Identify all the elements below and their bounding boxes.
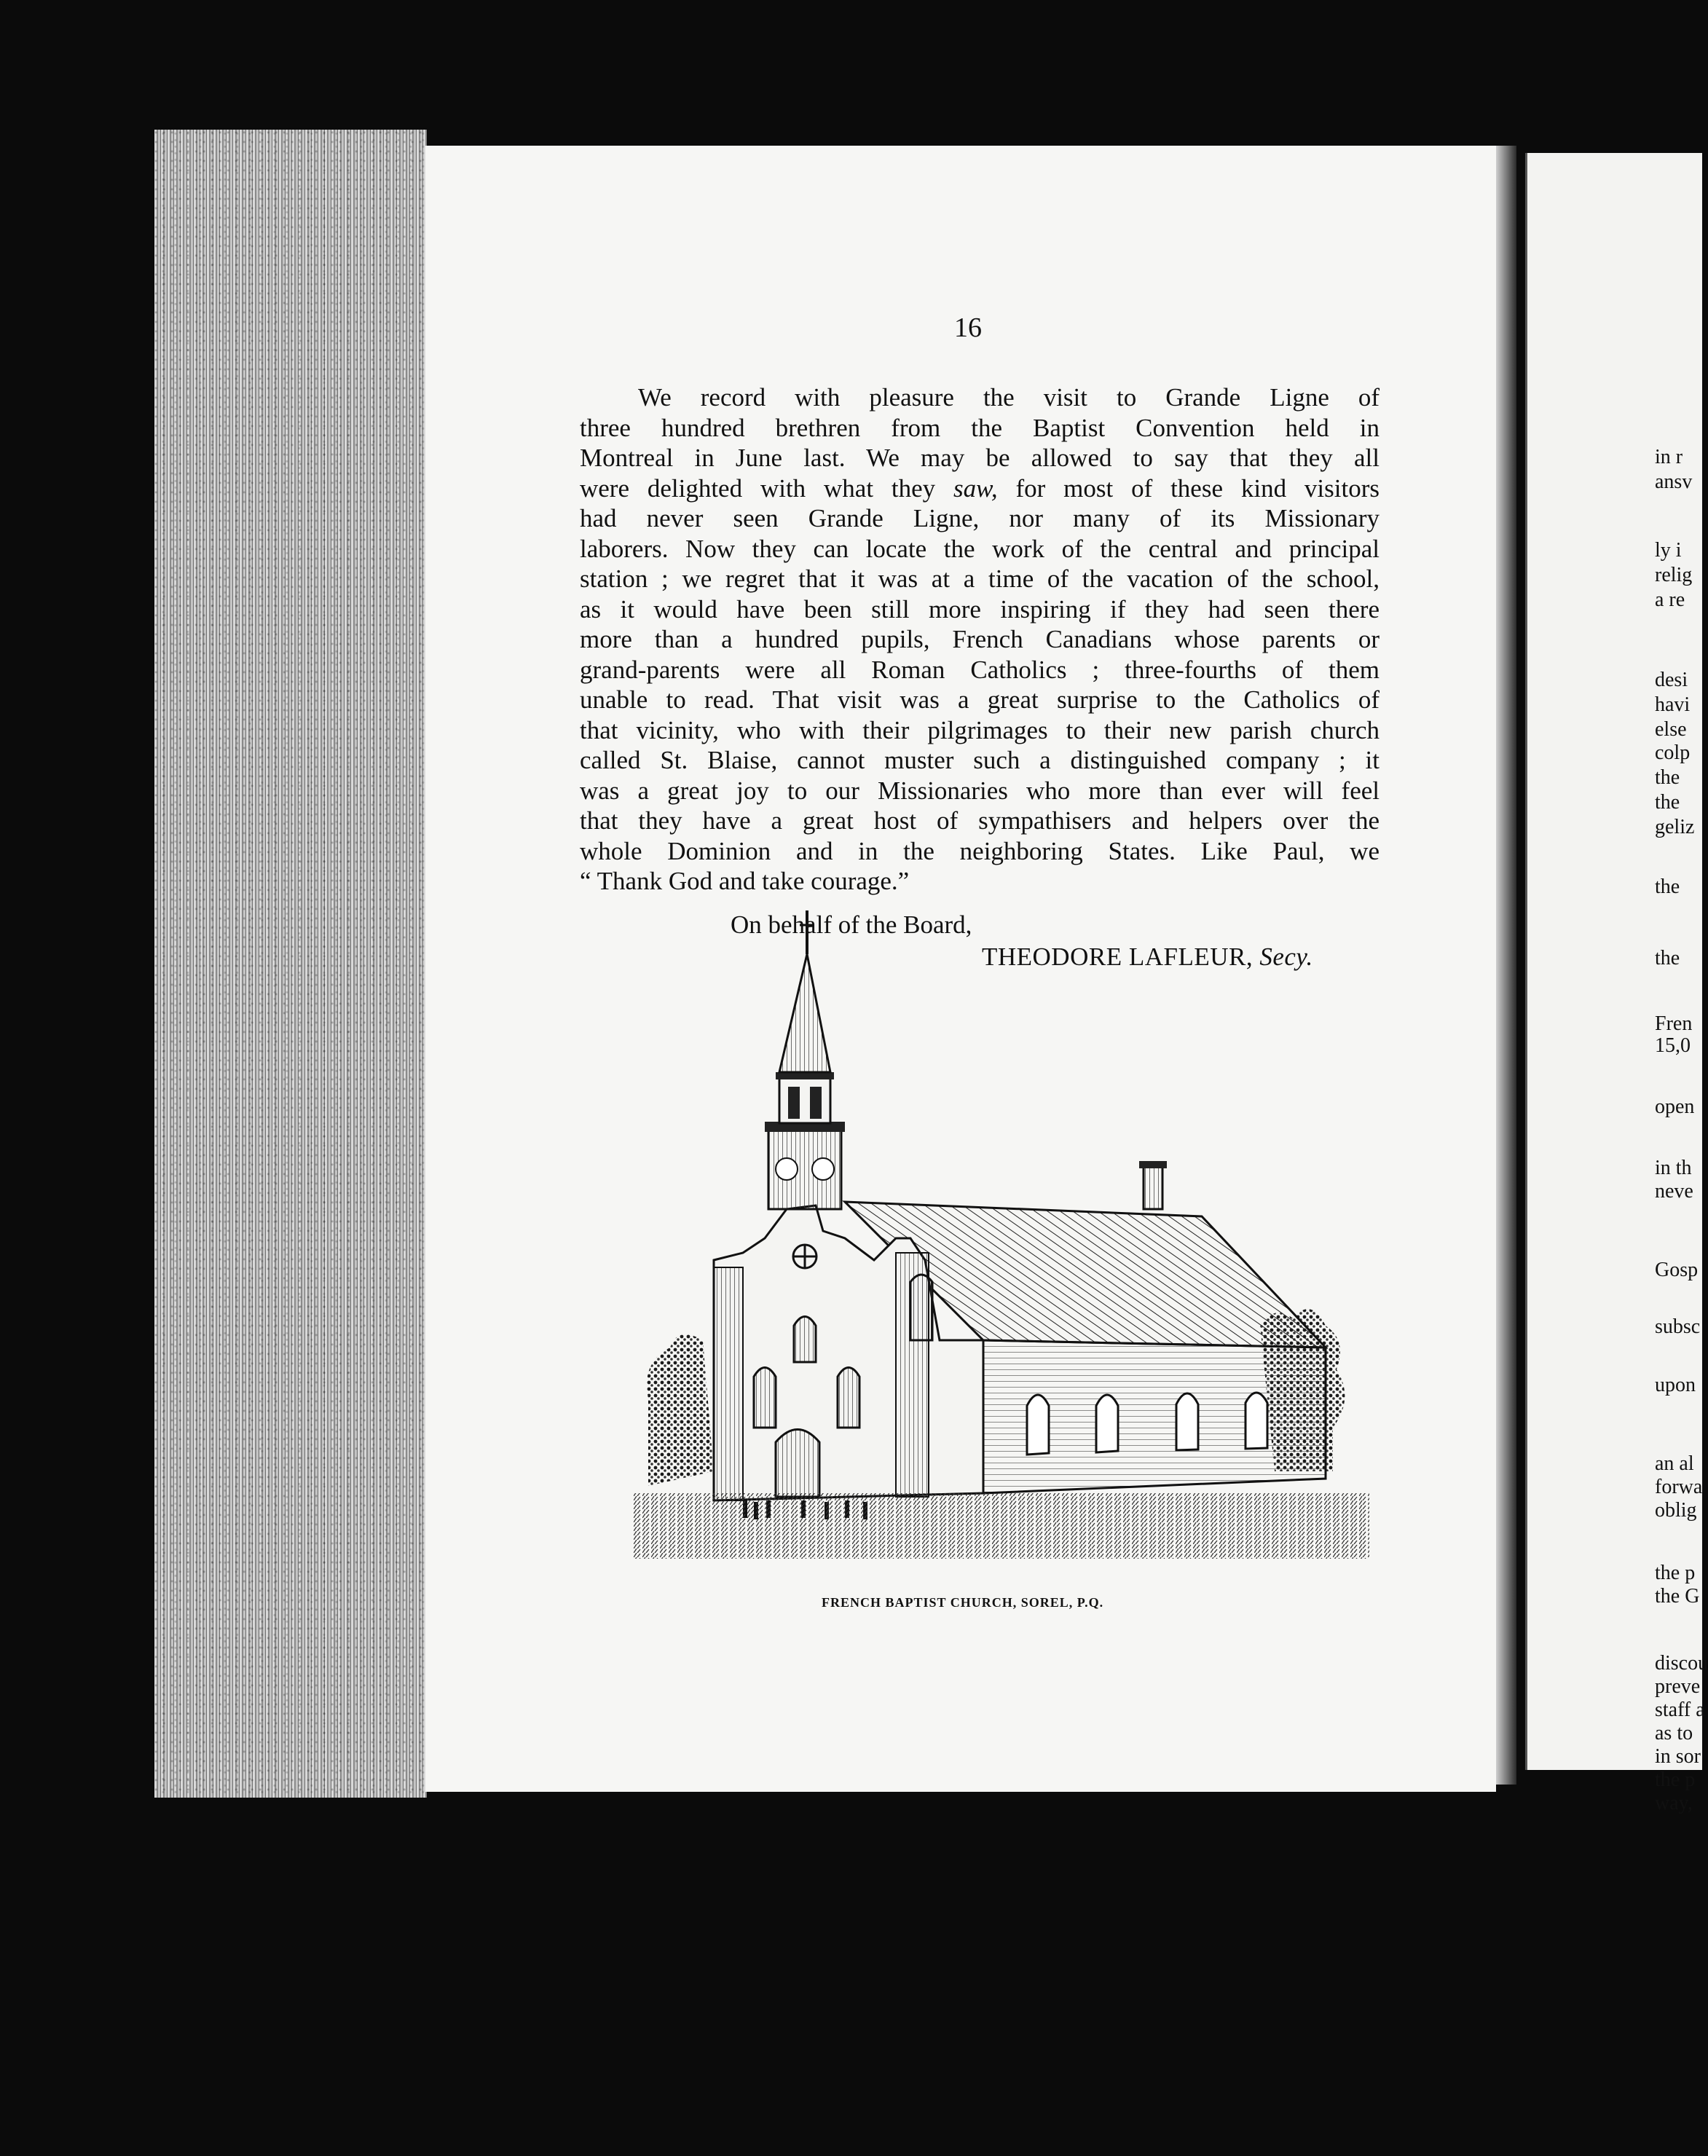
right-page-text-fragment: geliz (1655, 816, 1695, 838)
church-illustration (634, 1020, 1369, 1559)
right-page-text-fragment: neve (1655, 1180, 1693, 1203)
right-page-text-fragment: discou (1655, 1652, 1708, 1675)
right-page-text-fragment: Fren (1655, 1012, 1693, 1035)
signature (982, 943, 1313, 972)
right-page-text-fragment: forwa (1655, 1476, 1703, 1498)
right-page-text-fragment: open (1655, 1095, 1695, 1118)
right-page-text-fragment: ansv (1655, 471, 1693, 493)
text-segment: for most of these kind visitors (997, 473, 1380, 503)
right-page-text-fragment: subsc (1655, 1315, 1701, 1338)
right-page-text-fragment: an al (1655, 1452, 1694, 1475)
text-line: We record with pleasure the visit to Grande Ligne of (638, 383, 1380, 412)
right-page-text-fragment: Gosp (1655, 1259, 1699, 1281)
text-line: three hundred brethren from the Baptist Convention held in (580, 413, 1380, 442)
text-line: station ; we regret that it was at a time of the vacation of the school, (580, 564, 1380, 593)
text-line: laborers. Now they can locate the work of the central and principal (580, 534, 1380, 563)
right-page-text-fragment: desi (1655, 669, 1688, 691)
right-page-text-fragment: the p (1655, 1769, 1696, 1791)
right-page-text-fragment: ly i (1655, 539, 1682, 562)
right-page-text-fragment: in sor (1655, 1745, 1701, 1768)
right-page-text-fragment: preve (1655, 1675, 1701, 1698)
right-page-text-fragment: relig (1655, 564, 1693, 586)
right-page-text-fragment: in r (1655, 446, 1683, 468)
right-page-text-fragment: staff a (1655, 1699, 1705, 1721)
text-line: called St. Blaise, cannot muster such a distinguished company ; it (580, 746, 1380, 774)
right-page-text-fragment: the (1655, 766, 1680, 789)
right-page-text-fragment: a re (1655, 589, 1685, 611)
right-page-text-fragment: else (1655, 718, 1687, 741)
book-gutter (1496, 146, 1516, 1785)
right-page-text-fragment: upon (1655, 1374, 1696, 1396)
text-line: “ Thank God and take courage.” (580, 867, 910, 895)
right-page-text-fragment: in th (1655, 1157, 1692, 1179)
closing-line: On behalf of the Board, (731, 910, 972, 939)
text-line: more than a hundred pupils, French Canadians whose parents or (580, 625, 1380, 653)
right-page-text-fragment: 15,0 (1655, 1034, 1691, 1057)
text-line: unable to read. That visit was a great surprise to the Catholics of (580, 685, 1380, 714)
right-page-text-fragment: way, (1655, 1792, 1693, 1814)
right-page-text-fragment: the (1655, 876, 1680, 898)
text-line: was a great joy to our Missionaries who more than ever will feel (580, 776, 1380, 805)
text-line-with-emphasis (580, 473, 1380, 504)
right-page-text-fragment: the (1655, 791, 1680, 814)
text-line: whole Dominion and in the neighboring States. Like Paul, we (580, 836, 1380, 865)
emphasis-saw: saw, (953, 473, 998, 503)
page-edges-stack (154, 130, 427, 1798)
page-number: 16 (954, 312, 982, 343)
text-segment: were delighted with what they (580, 473, 954, 503)
signature-name: THEODORE LAFLEUR, (982, 943, 1260, 971)
illustration-caption: FRENCH BAPTIST CHURCH, SOREL, P.Q. (822, 1595, 1104, 1610)
right-page-text-fragment: oblig (1655, 1499, 1697, 1522)
text-line: had never seen Grande Ligne, nor many of its Missionary (580, 504, 1380, 532)
right-page-text-fragment: as to (1655, 1722, 1693, 1744)
right-page-text-fragment: the G (1655, 1585, 1700, 1608)
right-page-text-fragment: the p (1655, 1562, 1696, 1584)
text-line: grand-parents were all Roman Catholics ; three-fourths of them (580, 655, 1380, 684)
right-page-text-fragment: the (1655, 947, 1680, 969)
text-line: that they have a great host of sympathisers and helpers over the (580, 806, 1380, 835)
body-paragraph (580, 382, 1380, 897)
text-line: that vicinity, who with their pilgrimages to their new parish church (580, 715, 1380, 744)
right-page-text-fragment: havi (1655, 693, 1691, 716)
right-page-text-fragment: colp (1655, 741, 1691, 764)
text-line: Montreal in June last. We may be allowed to say that they all (580, 444, 1380, 472)
text-line: as it would have been still more inspiring if they had seen there (580, 594, 1380, 623)
signature-title: Secy. (1259, 943, 1313, 971)
